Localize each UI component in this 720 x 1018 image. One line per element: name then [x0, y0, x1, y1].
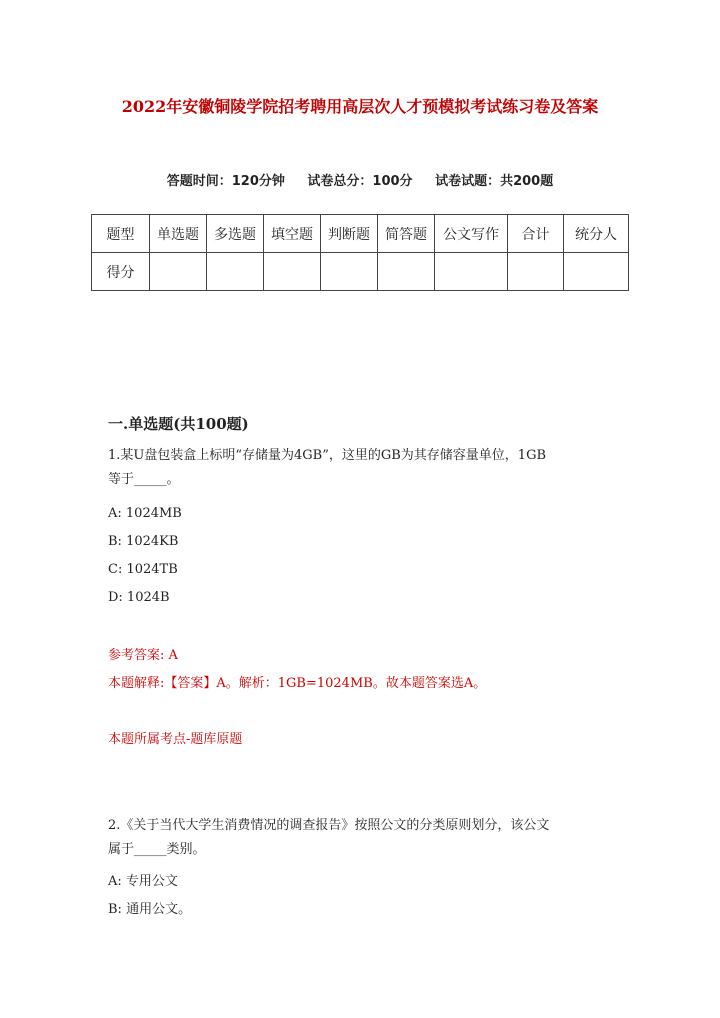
- header-cell: 合计: [508, 215, 564, 253]
- score-row-label: 得分: [92, 253, 150, 291]
- question-1-answer: 参考答案: A: [108, 648, 178, 663]
- section-title: 一.单选题(共100题): [108, 415, 249, 433]
- score-cell: [435, 253, 508, 291]
- score-cell: [378, 253, 435, 291]
- question-2-option-b: B: 通用公文。: [108, 902, 192, 917]
- question-1-option-c: C: 1024TB: [108, 562, 178, 577]
- score-table-header-row: [92, 215, 629, 253]
- question-2-option-a: A: 专用公文: [108, 874, 178, 889]
- question-1-option-a: A: 1024MB: [108, 506, 182, 521]
- question-2-stem: [108, 814, 618, 862]
- exam-meta: [0, 170, 720, 189]
- question-1-source: 本题所属考点-题库原题: [108, 732, 243, 747]
- question-1-stem: [108, 444, 618, 492]
- score-cell: [207, 253, 264, 291]
- question-1-option-d: D: 1024B: [108, 590, 170, 605]
- score-cell: [321, 253, 378, 291]
- question-stem-line: 1.某U盘包装盒上标明“存储量为4GB”，这里的GB为其存储容量单位，1GB: [108, 448, 547, 463]
- header-cell: 单选题: [150, 215, 207, 253]
- header-cell: 判断题: [321, 215, 378, 253]
- exam-total-score: 试卷总分：100分: [307, 174, 413, 189]
- document-title: 2022年安徽铜陵学院招考聘用高层次人才预模拟考试练习卷及答案: [121, 97, 599, 116]
- question-1-explanation: 本题解释:【答案】A。解析：1GB=1024MB。故本题答案选A。: [108, 676, 487, 691]
- exam-time: 答题时间：120分钟: [166, 174, 285, 189]
- header-cell: 多选题: [207, 215, 264, 253]
- question-stem-line: 2.《关于当代大学生消费情况的调查报告》按照公文的分类原则划分，该公文: [108, 818, 550, 833]
- score-table: [91, 214, 629, 291]
- score-cell: [264, 253, 321, 291]
- score-cell: [508, 253, 564, 291]
- question-1-option-b: B: 1024KB: [108, 534, 179, 549]
- header-cell: 题型: [92, 215, 150, 253]
- score-cell: [564, 253, 629, 291]
- header-cell: 统分人: [564, 215, 629, 253]
- score-cell: [150, 253, 207, 291]
- header-cell: 填空题: [264, 215, 321, 253]
- exam-question-count: 试卷试题：共200题: [435, 174, 554, 189]
- score-table-score-row: [92, 253, 629, 291]
- question-stem-line: 等于_____。: [108, 472, 180, 487]
- header-cell: 简答题: [378, 215, 435, 253]
- question-stem-line: 属于_____类别。: [108, 842, 206, 857]
- header-cell: 公文写作: [435, 215, 508, 253]
